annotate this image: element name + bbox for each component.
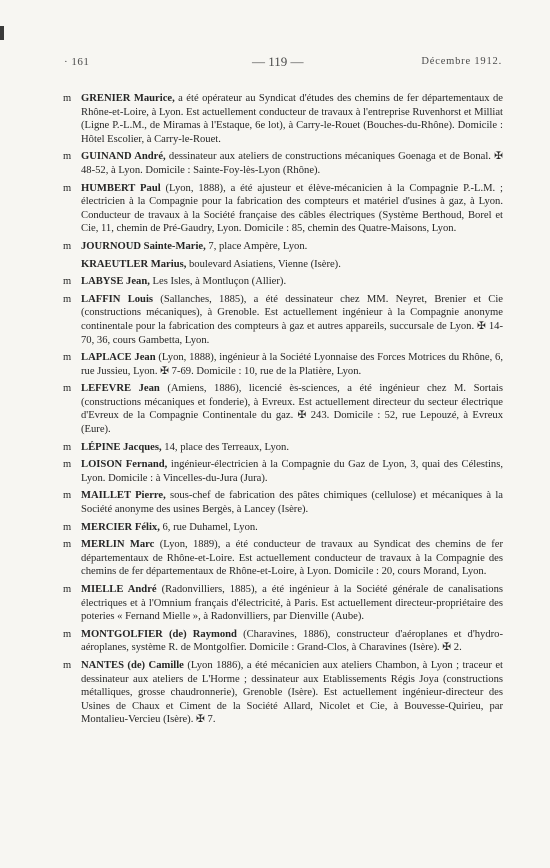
- entry-marker: m: [63, 383, 72, 395]
- entry-name: GRENIER Maurice,: [81, 93, 175, 104]
- directory-entry: [63, 275, 503, 289]
- page-header: [64, 54, 502, 74]
- entry-body: [81, 458, 503, 485]
- directory-entries: [63, 92, 503, 731]
- entry-body: [81, 583, 503, 624]
- entry-text: 7, place Ampère, Lyon.: [205, 240, 308, 252]
- directory-entry: [63, 583, 503, 624]
- entry-marker: m: [63, 490, 72, 502]
- entry-marker: m: [63, 628, 72, 640]
- directory-entry: [63, 258, 503, 272]
- entry-marker: m: [63, 352, 72, 364]
- entry-text: boulevard Asiatiens, Vienne (Isère).: [186, 258, 341, 270]
- entry-text: (Lyon 1886), a été mécanicien aux ateliers Chambon, à Lyon ; traceur et dessinateur aux ateliers de L'Horme ; dessinateur aux Etablissements Régis Joya (constructions métalliques, grosse chaudronnerie), Grenoble (Isère). Est actuellement ingénieur-directeur des Usines de Chaux et Ciment de la Société Allard, Nicolet et Cie, à Bouvesse-Quirieu, par Montalieu-Vercieu (Isère). ✠ 7.: [81, 659, 503, 726]
- directory-entry: [63, 182, 503, 236]
- directory-entry: [63, 521, 503, 535]
- entry-name: LAFFIN Louis: [81, 293, 154, 305]
- entry-text: ingénieur-électricien à la Compagnie du Gaz de Lyon, 3, quai des Célestins, Lyon. Domicile : à Vincelles-du-Jura (Jura).: [81, 459, 503, 484]
- entry-name: LEFEVRE Jean: [81, 383, 160, 395]
- entry-body: [81, 150, 503, 177]
- entry-name: JOURNOUD Sainte-Marie,: [81, 240, 206, 252]
- entry-text: (Radonvilliers, 1885), a été ingénieur à la Société générale de canalisations électriques et à l'Omnium français d'électricité, à Paris. Est actuellement directeur-propriétaire des poteries « Fernand Mielle », à Radonvilliers, par Dienville (Aube).: [81, 584, 503, 623]
- directory-entry: [63, 351, 503, 378]
- entry-body: [81, 382, 503, 436]
- entry-text: (Charavines, 1886), constructeur d'aéroplanes et d'hydro-aéroplanes, système R. de Montgolfier. Domicile : Grand-Clos, à Charavines (Isère). ✠ 2.: [81, 628, 503, 654]
- directory-entry: [63, 538, 503, 579]
- entry-body: [81, 351, 503, 378]
- entry-marker: m: [63, 659, 72, 671]
- directory-entry: [63, 441, 503, 455]
- entry-body: [81, 240, 503, 254]
- entry-body: [81, 659, 503, 727]
- directory-entry: [63, 489, 503, 516]
- directory-entry: [63, 92, 503, 146]
- directory-entry: [63, 293, 503, 347]
- page-edge-mark: [0, 26, 4, 40]
- entry-text: 14, place des Terreaux, Lyon.: [161, 441, 289, 453]
- entry-text: (Lyon, 1888), a été ajusteur et élève-mécanicien à la Compagnie P.-L.M. ; électricien à la Compagnie pour la fabrication des compteurs et matériel d'usines à gaz, à Lyon. Conducteur de travaux à la Société française des câbles électriques (Système Berthoud, Borel et Cie, 11, chemin de Pré-Gaudry, Lyon. Domicile : 85, chemin des Quatre-Maisons, Lyon.: [81, 182, 503, 235]
- entry-body: [81, 628, 503, 655]
- entry-body: [81, 538, 503, 579]
- entry-body: [81, 521, 503, 535]
- entry-name: MONTGOLFIER (de) Raymond: [81, 628, 237, 640]
- entry-marker: m: [63, 276, 72, 288]
- directory-entry: [63, 382, 503, 436]
- entry-body: [81, 275, 503, 289]
- entry-body: [81, 293, 503, 347]
- entry-body: [81, 182, 503, 236]
- entry-name: LÉPINE Jacques,: [81, 441, 162, 453]
- entry-body: [81, 489, 503, 516]
- entry-marker: m: [63, 151, 72, 163]
- directory-entry: [63, 150, 503, 177]
- entry-name: NANTES (de) Camille: [81, 659, 184, 671]
- entry-marker: m: [63, 293, 72, 305]
- entry-text: (Sallanches, 1885), a été dessinateur chez MM. Neyret, Brenier et Cie (constructions mécaniques), à Grenoble. Est actuellement ingénieur à la Compagnie anonyme continentale pour la fabrication des compteurs à gaz et autres appareils, succursale de Lyon. ✠ 14-70, 36, cours Gambetta, Lyon.: [81, 293, 503, 346]
- entry-text: (Lyon, 1888), ingénieur à la Société Lyonnaise des Forces Motrices du Rhône, 6, rue Jussieu, Lyon. ✠ 7-69. Domicile : 10, rue de la Platière, Lyon.: [81, 352, 503, 377]
- entry-name: LOISON Fernand,: [81, 459, 168, 471]
- directory-entry: [63, 240, 503, 254]
- entry-marker: m: [63, 182, 72, 194]
- entry-text: (Lyon, 1889), a été conducteur de travaux au Syndicat des chemins de fer départementaux de Rhône-et-Loire. Est actuellement conducteur de travaux à la Compagnie des chemins de fer départementaux de Rhône-et-Loire, à Lyon. Domicile : 20, cours Morand, Lyon.: [81, 539, 503, 578]
- entry-body: [81, 441, 503, 455]
- entry-name: KRAEUTLER Marius,: [81, 258, 187, 270]
- entry-marker: m: [63, 459, 72, 471]
- entry-marker: m: [63, 240, 72, 252]
- page-number: — 119 —: [252, 54, 304, 69]
- entry-text: Les Isles, à Montluçon (Allier).: [149, 276, 287, 288]
- entry-body: [81, 258, 503, 272]
- entry-text: dessinateur aux ateliers de constructions mécaniques Goenaga et de Bonal. ✠ 48-52, à Lyon. Domicile : Sainte-Foy-lès-Lyon (Rhône).: [81, 151, 503, 176]
- entry-text: a été opérateur au Syndicat d'études des chemins de fer départementaux de Rhône-et-Loire, à Lyon. Est actuellement conducteur de travaux à l'entreprise Ruvenhorst et Milliat (Ligne P.-L.M., de Miramas à l'Estaque, 6e lot), à Carry-le-Rouet (Bouches-du-Rhône). Domicile : Hôtel Escolier, à Carry-le-Rouet.: [81, 93, 504, 145]
- entry-marker: m: [63, 93, 72, 104]
- entry-text: (Amiens, 1886), licencié ès-sciences, a été ingénieur chez M. Sortais (constructions mécaniques et fonderie), à Evreux. Est actuellement directeur du secteur électrique d'Evreux de la Compagnie Continentale du gaz. ✠ 243. Domicile : 52, rue Lepouzé, à Evreux (Eure).: [81, 383, 503, 436]
- directory-entry: [63, 659, 503, 727]
- directory-entry: [63, 628, 503, 655]
- entry-name: LAPLACE Jean: [81, 352, 156, 364]
- entry-name: LABYSE Jean,: [81, 276, 150, 288]
- entry-name: MIELLE André: [81, 584, 157, 595]
- entry-name: MAILLET Pierre,: [81, 490, 166, 502]
- header-date: Décembre 1912.: [421, 56, 502, 67]
- entry-name: GUINAND André,: [81, 151, 166, 163]
- entry-marker: m: [63, 521, 72, 533]
- entry-name: MERCIER Félix,: [81, 521, 160, 533]
- directory-entry: [63, 458, 503, 485]
- entry-marker: m: [63, 584, 72, 595]
- entry-name: MERLIN Marc: [81, 539, 155, 551]
- entry-text: 6, rue Duhamel, Lyon.: [159, 521, 258, 533]
- entry-marker: m: [63, 539, 72, 551]
- entry-text: sous-chef de fabrication des pâtes chimiques (cellulose) et mécaniques à la Société anonyme des usines Bergès, à Lancey (Isère).: [81, 490, 503, 516]
- entry-name: HUMBERT Paul: [81, 182, 161, 194]
- header-left-number: · 161: [64, 56, 90, 68]
- entry-marker: m: [63, 441, 72, 453]
- entry-body: [81, 92, 503, 146]
